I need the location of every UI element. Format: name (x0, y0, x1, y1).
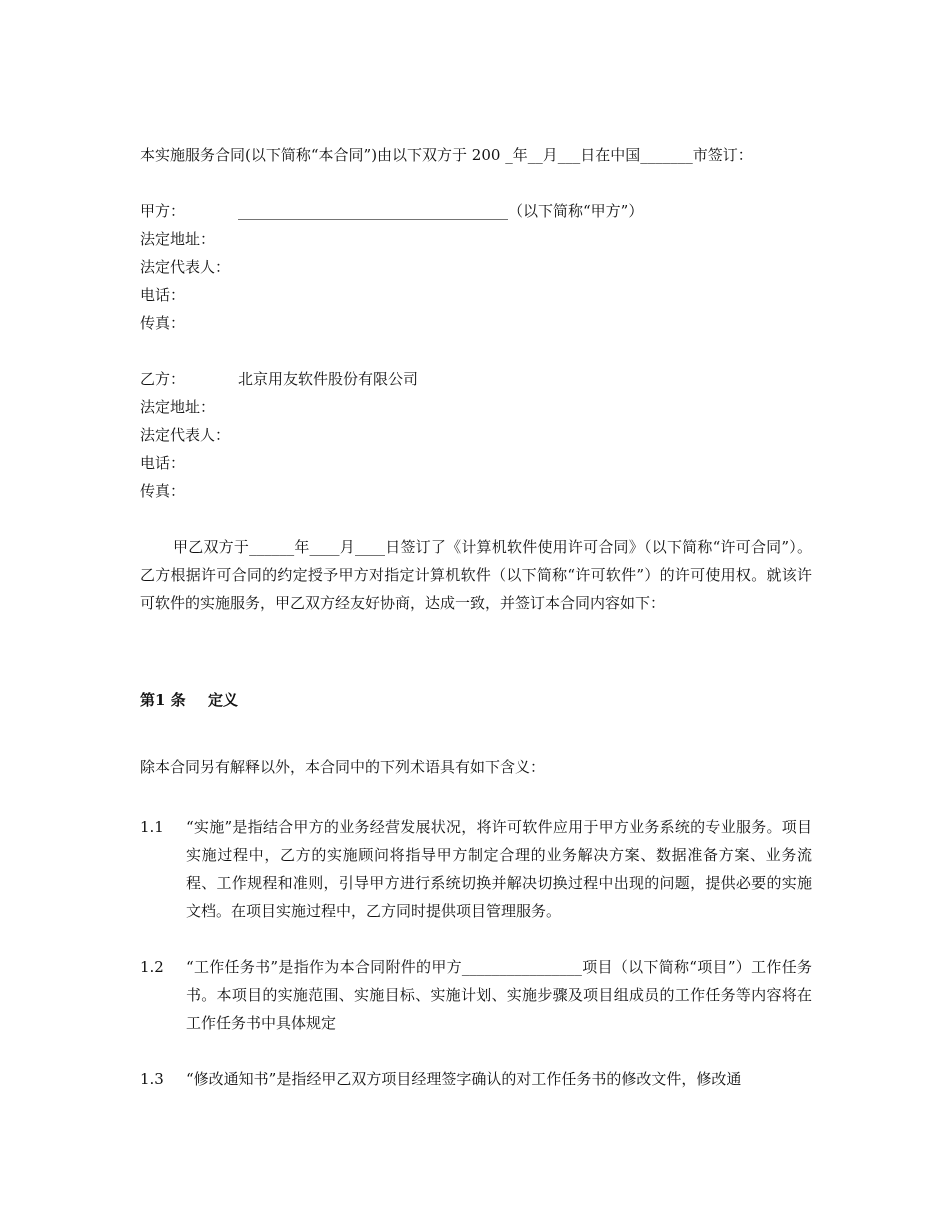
party-a-label: 甲方： (140, 202, 186, 220)
preamble-paragraph: 甲乙双方于______年____月____日签订了《计算机软件使用许可合同》（以下简称“许可合同”）。乙方根据许可合同的约定授予甲方对指定计算机软件（以下简称“许可软件”）的许可使用权。就该许可软件的实施服务，甲乙双方经友好协商，达成一致，并签订本合同内容如下： (140, 538, 812, 612)
party-b-rep-label: 法定代表人： (140, 426, 231, 444)
party-b-address-label: 法定地址： (140, 398, 216, 416)
party-a-address-label: 法定地址： (140, 230, 216, 248)
party-a-rep-label: 法定代表人： (140, 258, 231, 276)
party-a-fax-label: 传真： (140, 314, 186, 332)
article-1-title: 定义 (208, 691, 239, 709)
contract-intro: 本实施服务合同(以下简称“本合同”)由以下双方于 200 _年__月___日在中国_______市签订： (140, 146, 753, 164)
clause-number: 1.2 (140, 958, 164, 976)
party-b-label: 乙方： (140, 370, 186, 388)
clause-text: “修改通知书”是指经甲乙双方项目经理签字确认的对工作任务书的修改文件，修改通 (186, 1070, 742, 1088)
clause-number: 1.3 (140, 1070, 164, 1088)
clause-text: “工作任务书”是指作为本合同附件的甲方________________项目（以下简称“项目”）工作任务书。本项目的实施范围、实施目标、实施计划、实施步骤及项目组成员的工作任务等内容将在工作任务书中具体规定 (186, 958, 812, 1032)
clause-number: 1.1 (140, 818, 164, 836)
party-b-name-value: 北京用友软件股份有限公司 (238, 370, 419, 388)
party-a-phone-label: 电话： (140, 286, 186, 304)
party-a-name-value: ____________________________________（以下简称“甲方”） (238, 202, 644, 220)
definitions-intro: 除本合同另有解释以外，本合同中的下列术语具有如下含义： (140, 758, 546, 776)
article-1-heading (140, 689, 238, 710)
party-b-phone-label: 电话： (140, 454, 186, 472)
clause-text: “实施”是指结合甲方的业务经营发展状况，将许可软件应用于甲方业务系统的专业服务。项目实施过程中，乙方的实施顾问将指导甲方制定合理的业务解决方案、数据准备方案、业务流程、工作规程和准则，引导甲方进行系统切换并解决切换过程中出现的问题，提供必要的实施文档。在项目实施过程中，乙方同时提供项目管理服务。 (186, 818, 812, 920)
article-1-number: 第1 条 (140, 691, 186, 709)
party-b-fax-label: 传真： (140, 482, 186, 500)
